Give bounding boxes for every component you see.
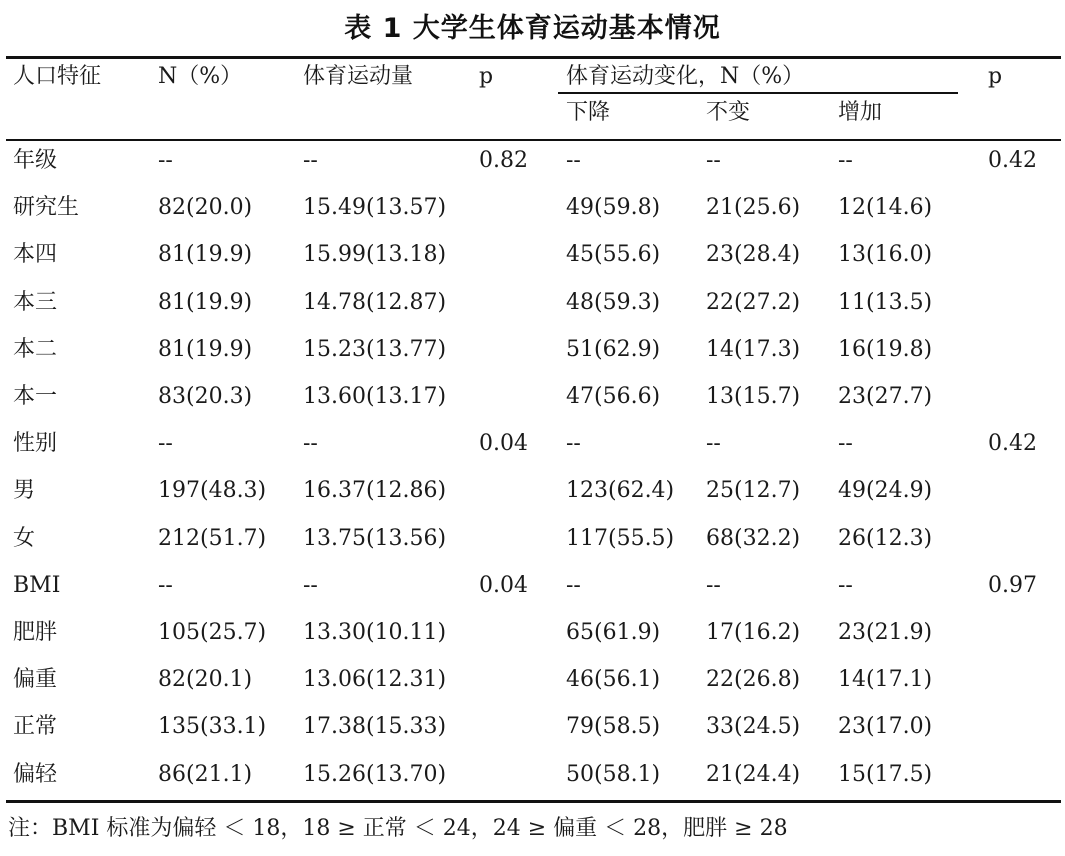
header-up: 增加 bbox=[838, 100, 883, 125]
cell-same: 22(26.8) bbox=[706, 667, 801, 692]
cell-n: -- bbox=[158, 573, 173, 598]
cell-amount: 13.06(12.31) bbox=[303, 667, 447, 692]
cell-amount: -- bbox=[303, 431, 318, 456]
cell-n: 81(19.9) bbox=[158, 290, 253, 315]
change-group-rule bbox=[558, 92, 958, 94]
cell-same: -- bbox=[706, 573, 721, 598]
cell-up: -- bbox=[838, 573, 853, 598]
cell-n: 105(25.7) bbox=[158, 620, 267, 645]
cell-up: 13(16.0) bbox=[838, 242, 933, 267]
row-label: 本二 bbox=[13, 337, 58, 362]
table-note: 注：BMI 标准为偏轻 ＜ 18，18 ≥ 正常 ＜ 24，24 ≥ 偏重 ＜ 28，肥胖 ≥ 28 bbox=[8, 816, 788, 841]
cell-down: 117(55.5) bbox=[566, 526, 675, 551]
cell-same: 21(24.4) bbox=[706, 762, 801, 787]
cell-down: 65(61.9) bbox=[566, 620, 661, 645]
cell-down: -- bbox=[566, 573, 581, 598]
cell-p2: 0.42 bbox=[988, 431, 1037, 456]
row-label: 肥胖 bbox=[13, 620, 58, 645]
cell-amount: 15.49(13.57) bbox=[303, 195, 447, 220]
cell-down: 48(59.3) bbox=[566, 290, 661, 315]
row-label: 本四 bbox=[13, 242, 58, 267]
cell-up: 23(17.0) bbox=[838, 714, 933, 739]
cell-up: 11(13.5) bbox=[838, 290, 933, 315]
row-label: 性别 bbox=[13, 431, 58, 456]
cell-down: 49(59.8) bbox=[566, 195, 661, 220]
row-label: 男 bbox=[13, 478, 36, 503]
row-label: 偏重 bbox=[13, 667, 58, 692]
header-same: 不变 bbox=[706, 100, 751, 125]
row-label: 女 bbox=[13, 526, 36, 551]
cell-amount: 13.75(13.56) bbox=[303, 526, 447, 551]
cell-n: 135(33.1) bbox=[158, 714, 267, 739]
cell-amount: 17.38(15.33) bbox=[303, 714, 447, 739]
cell-same: 25(12.7) bbox=[706, 478, 801, 503]
cell-up: 12(14.6) bbox=[838, 195, 933, 220]
cell-up: 23(21.9) bbox=[838, 620, 933, 645]
row-label: 偏轻 bbox=[13, 762, 58, 787]
cell-up: -- bbox=[838, 431, 853, 456]
cell-down: -- bbox=[566, 148, 581, 173]
cell-amount: 13.30(10.11) bbox=[303, 620, 447, 645]
cell-amount: -- bbox=[303, 573, 318, 598]
cell-down: 47(56.6) bbox=[566, 384, 661, 409]
cell-up: 49(24.9) bbox=[838, 478, 933, 503]
cell-amount: 13.60(13.17) bbox=[303, 384, 447, 409]
header-p2: p bbox=[988, 64, 1003, 89]
cell-down: -- bbox=[566, 431, 581, 456]
cell-n: -- bbox=[158, 431, 173, 456]
cell-amount: 15.99(13.18) bbox=[303, 242, 447, 267]
cell-down: 50(58.1) bbox=[566, 762, 661, 787]
cell-up: 16(19.8) bbox=[838, 337, 933, 362]
cell-same: 33(24.5) bbox=[706, 714, 801, 739]
cell-same: -- bbox=[706, 431, 721, 456]
cell-n: 81(19.9) bbox=[158, 242, 253, 267]
cell-n: 197(48.3) bbox=[158, 478, 267, 503]
cell-n: 82(20.1) bbox=[158, 667, 253, 692]
cell-n: 212(51.7) bbox=[158, 526, 267, 551]
table-title: 表 1 大学生体育运动基本情况 bbox=[344, 13, 721, 44]
cell-up: 26(12.3) bbox=[838, 526, 933, 551]
cell-down: 46(56.1) bbox=[566, 667, 661, 692]
cell-n: 86(21.1) bbox=[158, 762, 253, 787]
cell-same: 17(16.2) bbox=[706, 620, 801, 645]
cell-p2: 0.42 bbox=[988, 148, 1037, 173]
header-p1: p bbox=[479, 64, 494, 89]
cell-up: 23(27.7) bbox=[838, 384, 933, 409]
cell-up: 14(17.1) bbox=[838, 667, 933, 692]
row-label: 本三 bbox=[13, 290, 58, 315]
cell-same: 23(28.4) bbox=[706, 242, 801, 267]
cell-p1: 0.04 bbox=[479, 431, 528, 456]
cell-n: 82(20.0) bbox=[158, 195, 253, 220]
cell-same: 22(27.2) bbox=[706, 290, 801, 315]
cell-same: 13(15.7) bbox=[706, 384, 801, 409]
cell-p2: 0.97 bbox=[988, 573, 1037, 598]
cell-up: 15(17.5) bbox=[838, 762, 933, 787]
cell-amount: 15.23(13.77) bbox=[303, 337, 447, 362]
cell-down: 45(55.6) bbox=[566, 242, 661, 267]
row-label: 研究生 bbox=[13, 195, 80, 220]
cell-same: 68(32.2) bbox=[706, 526, 801, 551]
cell-n: 83(20.3) bbox=[158, 384, 253, 409]
cell-same: -- bbox=[706, 148, 721, 173]
cell-p1: 0.04 bbox=[479, 573, 528, 598]
row-label: 本一 bbox=[13, 384, 58, 409]
cell-down: 123(62.4) bbox=[566, 478, 675, 503]
cell-p1: 0.82 bbox=[479, 148, 528, 173]
cell-down: 79(58.5) bbox=[566, 714, 661, 739]
cell-n: -- bbox=[158, 148, 173, 173]
cell-amount: -- bbox=[303, 148, 318, 173]
cell-amount: 16.37(12.86) bbox=[303, 478, 447, 503]
cell-up: -- bbox=[838, 148, 853, 173]
header-down: 下降 bbox=[566, 100, 611, 125]
bottom-rule bbox=[6, 800, 1061, 803]
row-label: 年级 bbox=[13, 148, 58, 173]
header-rule bbox=[6, 139, 1061, 141]
header-n: N（%） bbox=[158, 64, 243, 89]
header-amount: 体育运动量 bbox=[303, 64, 414, 89]
cell-same: 14(17.3) bbox=[706, 337, 801, 362]
header-change: 体育运动变化，N（%） bbox=[566, 64, 805, 89]
cell-amount: 15.26(13.70) bbox=[303, 762, 447, 787]
header-group: 人口特征 bbox=[13, 64, 102, 89]
cell-same: 21(25.6) bbox=[706, 195, 801, 220]
cell-amount: 14.78(12.87) bbox=[303, 290, 447, 315]
cell-n: 81(19.9) bbox=[158, 337, 253, 362]
row-label: 正常 bbox=[13, 714, 58, 739]
cell-down: 51(62.9) bbox=[566, 337, 661, 362]
row-label: BMI bbox=[13, 573, 61, 598]
top-rule bbox=[6, 56, 1061, 59]
